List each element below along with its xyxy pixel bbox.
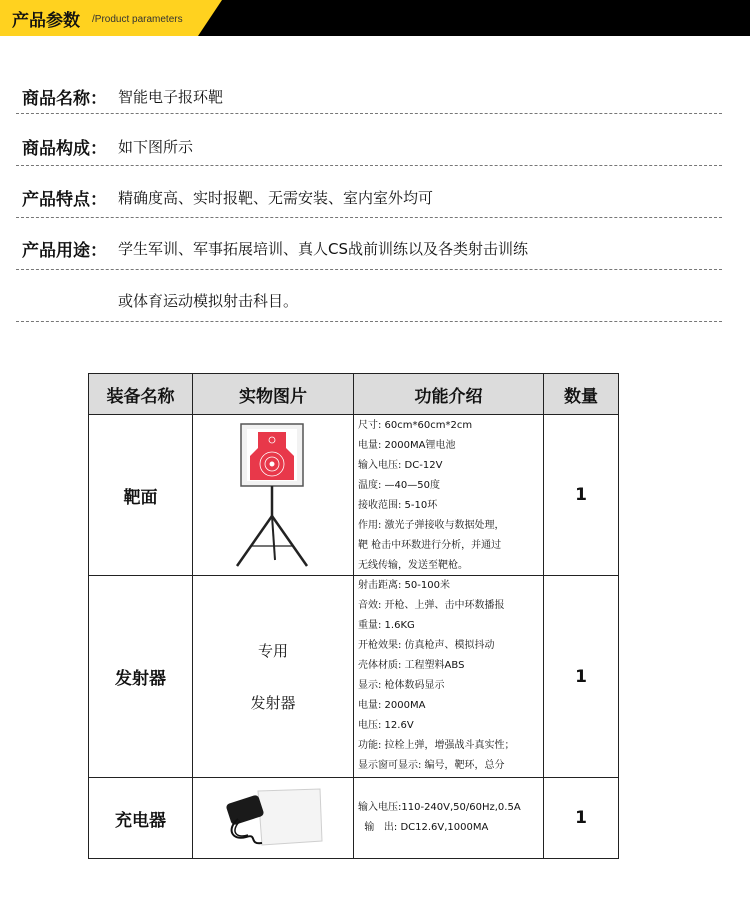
row-name-target: 靶面 bbox=[123, 487, 158, 508]
charger-image bbox=[193, 778, 353, 858]
target-stand-image bbox=[223, 420, 323, 570]
header-subtitle: /Product parameters bbox=[92, 14, 183, 25]
row-qty-charger: 1 bbox=[575, 808, 587, 828]
param-key: 产品特点： bbox=[22, 190, 107, 210]
spec-line: 音效: 开枪、上弹、击中环数播报 bbox=[358, 600, 505, 611]
param-key: 商品名称： bbox=[22, 89, 107, 109]
spec-line: 靶 枪击中环数进行分析，并通过 bbox=[358, 540, 502, 551]
param-value: 学生军训、军事拓展培训、真人CS战前训练以及各类射击训练 bbox=[118, 240, 528, 258]
param-row-composition bbox=[22, 134, 722, 158]
table-rule bbox=[353, 374, 354, 858]
spec-line: 温度: —40—50度 bbox=[358, 480, 440, 491]
row-specs-target bbox=[358, 416, 544, 576]
param-key: 商品构成： bbox=[22, 139, 107, 159]
spec-line: 射击距离: 50-100米 bbox=[358, 580, 450, 591]
spec-line: 无线传输，发送至靶枪。 bbox=[358, 560, 468, 571]
spec-line: 重量: 1.6KG bbox=[358, 620, 415, 631]
target-image bbox=[193, 415, 353, 575]
spec-line: 输 出: DC12.6V,1000MA bbox=[358, 822, 489, 833]
spec-line: 电压: 12.6V bbox=[358, 720, 414, 731]
row-name-charger: 充电器 bbox=[115, 810, 166, 831]
row-specs-launcher bbox=[358, 576, 544, 776]
spec-line: 电量: 2000MA锂电池 bbox=[358, 440, 456, 451]
launcher-image-text bbox=[193, 576, 353, 777]
row-qty-target: 1 bbox=[575, 485, 587, 505]
param-row-usage bbox=[22, 236, 722, 260]
divider bbox=[16, 217, 722, 218]
table-header-name: 装备名称 bbox=[89, 374, 192, 414]
divider bbox=[16, 321, 722, 322]
spec-line: 输入电压: DC-12V bbox=[358, 460, 443, 471]
param-value-continuation: 或体育运动模拟射击科目。 bbox=[118, 292, 299, 310]
charger-photo bbox=[218, 785, 328, 851]
spec-line: 作用: 激光子弹接收与数据处理， bbox=[358, 520, 505, 531]
row-specs-charger bbox=[358, 798, 544, 838]
equipment-table bbox=[88, 373, 619, 859]
table-header-quantity: 数量 bbox=[544, 374, 618, 414]
spec-line: 显示窗可显示: 编号，靶环，总分 bbox=[358, 760, 505, 771]
spec-line: 显示: 枪体数码显示 bbox=[358, 680, 445, 691]
spec-line: 尺寸: 60cm*60cm*2cm bbox=[358, 420, 473, 431]
param-value: 精确度高、实时报靶、无需安装、室内室外均可 bbox=[118, 189, 434, 207]
param-row-usage-continued bbox=[22, 288, 722, 312]
param-key: 产品用途： bbox=[22, 241, 107, 261]
param-row-features bbox=[22, 185, 722, 209]
spec-line: 电量: 2000MA bbox=[358, 700, 426, 711]
spec-line: 壳体材质: 工程塑料ABS bbox=[358, 660, 465, 671]
param-value: 如下图所示 bbox=[118, 138, 194, 156]
header-bar bbox=[0, 0, 750, 36]
spec-line: 接收范围: 5-10环 bbox=[358, 500, 438, 511]
launcher-label-line: 发射器 bbox=[250, 693, 296, 712]
divider bbox=[16, 113, 722, 114]
spec-line: 开枪效果: 仿真枪声、模拟抖动 bbox=[358, 640, 495, 651]
param-value: 智能电子报环靶 bbox=[118, 88, 224, 106]
spec-line: 输入电压:110-240V,50/60Hz,0.5A bbox=[358, 802, 521, 813]
row-name-launcher: 发射器 bbox=[115, 669, 166, 689]
param-row-name bbox=[22, 84, 722, 108]
spec-line: 功能: 拉栓上弹，增强战斗真实性； bbox=[358, 740, 515, 751]
table-header-image: 实物图片 bbox=[193, 374, 353, 414]
divider bbox=[16, 165, 722, 166]
launcher-label-line: 专用 bbox=[257, 641, 288, 660]
header-title: 产品参数 bbox=[12, 11, 80, 31]
table-header-function: 功能介绍 bbox=[354, 374, 543, 414]
row-qty-launcher: 1 bbox=[575, 666, 587, 687]
divider bbox=[16, 269, 722, 270]
